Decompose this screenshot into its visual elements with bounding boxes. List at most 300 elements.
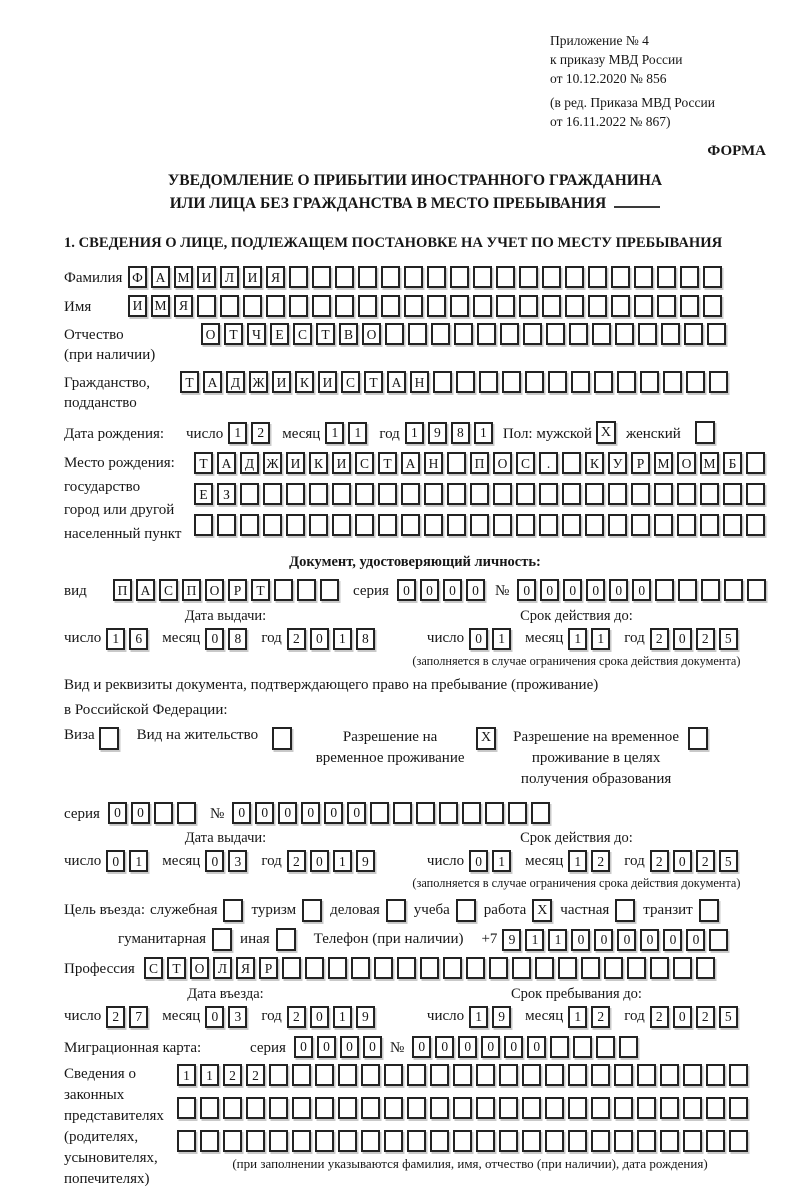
char-cell[interactable] [655,579,674,601]
char-cell[interactable] [269,1097,288,1119]
char-cell[interactable] [608,483,627,505]
char-cell[interactable] [729,1097,748,1119]
char-cell[interactable] [240,483,259,505]
char-cell[interactable]: 0 [435,1036,454,1058]
purpose-business-checkbox[interactable] [386,899,406,922]
char-cell[interactable] [508,802,527,824]
char-cell[interactable] [724,579,743,601]
char-cell[interactable] [512,957,531,979]
char-cell[interactable]: 0 [310,850,329,872]
char-cell[interactable]: 0 [673,628,692,650]
char-cell[interactable] [332,514,351,536]
char-cell[interactable] [286,483,305,505]
char-cell[interactable] [320,579,339,601]
char-cell[interactable] [358,295,377,317]
char-cell[interactable] [427,266,446,288]
char-cell[interactable] [454,323,473,345]
char-cell[interactable] [282,957,301,979]
char-cell[interactable] [404,295,423,317]
char-cell[interactable]: 0 [317,1036,336,1058]
char-cell[interactable]: С [159,579,178,601]
char-cell[interactable]: И [128,295,147,317]
char-cell[interactable]: Н [424,452,443,474]
char-cell[interactable] [430,1130,449,1152]
char-cell[interactable] [416,802,435,824]
char-cell[interactable] [393,802,412,824]
char-cell[interactable] [489,957,508,979]
char-cell[interactable] [220,295,239,317]
char-cell[interactable] [614,1097,633,1119]
char-cell[interactable] [355,483,374,505]
purpose-transit-checkbox[interactable] [699,899,719,922]
char-cell[interactable]: 1 [405,422,424,444]
char-cell[interactable] [525,371,544,393]
char-cell[interactable] [588,295,607,317]
char-cell[interactable]: М [151,295,170,317]
purpose-tourism-checkbox[interactable] [302,899,322,922]
char-cell[interactable] [381,295,400,317]
char-cell[interactable]: О [677,452,696,474]
char-cell[interactable] [611,295,630,317]
char-cell[interactable]: А [217,452,236,474]
char-cell[interactable] [565,295,584,317]
char-cell[interactable]: 2 [650,850,669,872]
char-cell[interactable] [678,579,697,601]
char-cell[interactable] [545,1064,564,1086]
char-cell[interactable]: 1 [348,422,367,444]
char-cell[interactable] [401,514,420,536]
char-cell[interactable] [562,483,581,505]
char-cell[interactable]: И [197,266,216,288]
char-cell[interactable] [614,1130,633,1152]
char-cell[interactable] [592,323,611,345]
char-cell[interactable] [240,514,259,536]
char-cell[interactable] [588,266,607,288]
char-cell[interactable] [456,371,475,393]
char-cell[interactable] [571,371,590,393]
char-cell[interactable] [654,483,673,505]
char-cell[interactable] [562,452,581,474]
char-cell[interactable] [709,929,728,951]
char-cell[interactable] [608,514,627,536]
char-cell[interactable] [585,483,604,505]
char-cell[interactable] [470,483,489,505]
char-cell[interactable]: Л [213,957,232,979]
char-cell[interactable] [565,266,584,288]
char-cell[interactable]: И [286,452,305,474]
char-cell[interactable] [297,579,316,601]
char-cell[interactable]: О [205,579,224,601]
char-cell[interactable] [729,1064,748,1086]
char-cell[interactable] [631,514,650,536]
char-cell[interactable]: 8 [451,422,470,444]
char-cell[interactable] [585,514,604,536]
char-cell[interactable]: О [201,323,220,345]
char-cell[interactable]: Е [194,483,213,505]
char-cell[interactable] [591,1130,610,1152]
char-cell[interactable] [657,266,676,288]
char-cell[interactable] [637,1097,656,1119]
char-cell[interactable] [289,295,308,317]
char-cell[interactable] [701,579,720,601]
char-cell[interactable]: 6 [129,628,148,650]
char-cell[interactable] [374,957,393,979]
char-cell[interactable]: 0 [232,802,251,824]
char-cell[interactable] [370,802,389,824]
char-cell[interactable] [634,266,653,288]
char-cell[interactable] [696,957,715,979]
char-cell[interactable] [439,802,458,824]
char-cell[interactable]: 0 [673,850,692,872]
char-cell[interactable]: 1 [568,628,587,650]
char-cell[interactable] [568,1064,587,1086]
char-cell[interactable] [499,1097,518,1119]
char-cell[interactable]: 9 [428,422,447,444]
char-cell[interactable] [723,483,742,505]
char-cell[interactable] [338,1097,357,1119]
purpose-humanitarian-checkbox[interactable] [212,928,232,951]
char-cell[interactable]: 1 [474,422,493,444]
char-cell[interactable]: 0 [673,1006,692,1028]
sex-male-checkbox[interactable]: X [596,421,616,444]
char-cell[interactable] [700,514,719,536]
char-cell[interactable]: 0 [205,850,224,872]
char-cell[interactable] [746,483,765,505]
char-cell[interactable] [535,957,554,979]
char-cell[interactable] [634,295,653,317]
char-cell[interactable]: 0 [458,1036,477,1058]
char-cell[interactable] [223,1097,242,1119]
char-cell[interactable] [430,1097,449,1119]
char-cell[interactable]: 2 [287,850,306,872]
char-cell[interactable]: 2 [696,1006,715,1028]
char-cell[interactable] [706,1064,725,1086]
char-cell[interactable] [569,323,588,345]
char-cell[interactable] [378,514,397,536]
char-cell[interactable] [617,371,636,393]
char-cell[interactable] [476,1130,495,1152]
char-cell[interactable] [473,295,492,317]
char-cell[interactable] [550,1036,569,1058]
char-cell[interactable] [558,957,577,979]
char-cell[interactable] [427,295,446,317]
char-cell[interactable] [519,295,538,317]
char-cell[interactable] [309,483,328,505]
char-cell[interactable] [269,1064,288,1086]
char-cell[interactable]: З [217,483,236,505]
char-cell[interactable] [384,1097,403,1119]
char-cell[interactable]: К [309,452,328,474]
char-cell[interactable] [361,1097,380,1119]
char-cell[interactable]: 2 [696,850,715,872]
char-cell[interactable] [292,1064,311,1086]
char-cell[interactable]: 9 [356,1006,375,1028]
char-cell[interactable] [591,1064,610,1086]
char-cell[interactable]: 1 [492,850,511,872]
sex-female-checkbox[interactable] [695,421,715,444]
char-cell[interactable] [223,1130,242,1152]
char-cell[interactable]: 0 [594,929,613,951]
char-cell[interactable] [657,295,676,317]
char-cell[interactable] [312,266,331,288]
char-cell[interactable] [683,1097,702,1119]
char-cell[interactable]: Л [220,266,239,288]
char-cell[interactable] [673,957,692,979]
char-cell[interactable] [614,1064,633,1086]
char-cell[interactable]: 1 [525,929,544,951]
purpose-other-checkbox[interactable] [276,928,296,951]
char-cell[interactable]: 9 [356,850,375,872]
char-cell[interactable] [493,514,512,536]
char-cell[interactable]: 0 [540,579,559,601]
purpose-work-checkbox[interactable]: X [532,899,552,922]
char-cell[interactable] [706,1130,725,1152]
char-cell[interactable]: 1 [591,628,610,650]
char-cell[interactable] [476,1097,495,1119]
purpose-study-checkbox[interactable] [456,899,476,922]
char-cell[interactable]: 1 [492,628,511,650]
char-cell[interactable] [476,1064,495,1086]
char-cell[interactable]: С [516,452,535,474]
char-cell[interactable] [677,514,696,536]
char-cell[interactable] [661,323,680,345]
char-cell[interactable] [680,295,699,317]
char-cell[interactable] [450,295,469,317]
char-cell[interactable] [243,295,262,317]
char-cell[interactable]: 8 [228,628,247,650]
char-cell[interactable]: А [203,371,222,393]
char-cell[interactable] [522,1097,541,1119]
char-cell[interactable] [638,323,657,345]
char-cell[interactable] [640,371,659,393]
char-cell[interactable] [637,1130,656,1152]
char-cell[interactable]: Р [228,579,247,601]
char-cell[interactable] [200,1097,219,1119]
char-cell[interactable]: Т [224,323,243,345]
char-cell[interactable] [338,1130,357,1152]
char-cell[interactable]: 0 [324,802,343,824]
char-cell[interactable] [496,295,515,317]
char-cell[interactable]: К [295,371,314,393]
char-cell[interactable] [539,514,558,536]
char-cell[interactable]: 1 [568,1006,587,1028]
char-cell[interactable]: 0 [504,1036,523,1058]
char-cell[interactable] [269,1130,288,1152]
char-cell[interactable]: 9 [492,1006,511,1028]
char-cell[interactable] [746,514,765,536]
char-cell[interactable] [562,514,581,536]
char-cell[interactable] [493,483,512,505]
char-cell[interactable] [431,323,450,345]
char-cell[interactable]: 9 [502,929,521,951]
char-cell[interactable]: 1 [548,929,567,951]
char-cell[interactable] [424,514,443,536]
char-cell[interactable] [522,1130,541,1152]
char-cell[interactable]: Я [174,295,193,317]
char-cell[interactable]: 0 [517,579,536,601]
char-cell[interactable]: Т [316,323,335,345]
char-cell[interactable] [545,1097,564,1119]
char-cell[interactable]: 0 [443,579,462,601]
char-cell[interactable]: 0 [469,850,488,872]
char-cell[interactable]: 2 [287,628,306,650]
char-cell[interactable] [591,1097,610,1119]
char-cell[interactable] [312,295,331,317]
char-cell[interactable]: 1 [469,1006,488,1028]
char-cell[interactable]: И [332,452,351,474]
char-cell[interactable]: Ч [247,323,266,345]
char-cell[interactable]: 0 [278,802,297,824]
char-cell[interactable]: О [362,323,381,345]
char-cell[interactable]: С [341,371,360,393]
char-cell[interactable]: 0 [609,579,628,601]
purpose-official-checkbox[interactable] [223,899,243,922]
purpose-private-checkbox[interactable] [615,899,635,922]
char-cell[interactable] [433,371,452,393]
char-cell[interactable] [453,1130,472,1152]
char-cell[interactable] [217,514,236,536]
char-cell[interactable] [335,295,354,317]
char-cell[interactable] [619,1036,638,1058]
char-cell[interactable] [706,1097,725,1119]
char-cell[interactable] [539,483,558,505]
char-cell[interactable]: 0 [310,1006,329,1028]
char-cell[interactable] [443,957,462,979]
char-cell[interactable]: А [387,371,406,393]
char-cell[interactable] [654,514,673,536]
char-cell[interactable]: 2 [106,1006,125,1028]
char-cell[interactable]: Т [167,957,186,979]
char-cell[interactable]: Д [226,371,245,393]
char-cell[interactable]: 0 [294,1036,313,1058]
char-cell[interactable] [332,483,351,505]
char-cell[interactable]: А [151,266,170,288]
char-cell[interactable] [650,957,669,979]
char-cell[interactable] [479,371,498,393]
char-cell[interactable] [315,1097,334,1119]
char-cell[interactable] [450,266,469,288]
char-cell[interactable] [385,323,404,345]
char-cell[interactable]: 0 [412,1036,431,1058]
char-cell[interactable]: 0 [340,1036,359,1058]
char-cell[interactable] [266,295,285,317]
char-cell[interactable] [430,1064,449,1086]
char-cell[interactable]: 0 [481,1036,500,1058]
char-cell[interactable] [420,957,439,979]
char-cell[interactable]: 7 [129,1006,148,1028]
char-cell[interactable]: 0 [310,628,329,650]
char-cell[interactable]: 0 [469,628,488,650]
char-cell[interactable]: Б [723,452,742,474]
char-cell[interactable] [246,1097,265,1119]
char-cell[interactable] [683,1064,702,1086]
char-cell[interactable] [703,266,722,288]
char-cell[interactable]: 1 [129,850,148,872]
char-cell[interactable] [407,1130,426,1152]
char-cell[interactable] [703,295,722,317]
char-cell[interactable]: С [144,957,163,979]
char-cell[interactable] [286,514,305,536]
char-cell[interactable]: И [243,266,262,288]
char-cell[interactable]: 2 [287,1006,306,1028]
char-cell[interactable] [358,266,377,288]
char-cell[interactable]: 5 [719,628,738,650]
char-cell[interactable] [660,1130,679,1152]
char-cell[interactable] [274,579,293,601]
char-cell[interactable] [384,1130,403,1152]
char-cell[interactable]: О [493,452,512,474]
char-cell[interactable]: Ж [263,452,282,474]
char-cell[interactable] [746,452,765,474]
char-cell[interactable] [680,266,699,288]
char-cell[interactable]: 0 [571,929,590,951]
char-cell[interactable]: 0 [586,579,605,601]
char-cell[interactable]: 8 [356,628,375,650]
char-cell[interactable]: А [401,452,420,474]
char-cell[interactable] [516,514,535,536]
char-cell[interactable] [683,1130,702,1152]
char-cell[interactable] [637,1064,656,1086]
char-cell[interactable] [568,1097,587,1119]
char-cell[interactable]: М [654,452,673,474]
char-cell[interactable] [660,1097,679,1119]
char-cell[interactable] [707,323,726,345]
char-cell[interactable] [499,1130,518,1152]
char-cell[interactable] [499,1064,518,1086]
char-cell[interactable] [596,1036,615,1058]
char-cell[interactable]: К [585,452,604,474]
char-cell[interactable] [627,957,646,979]
char-cell[interactable]: 0 [205,1006,224,1028]
char-cell[interactable] [631,483,650,505]
char-cell[interactable] [328,957,347,979]
char-cell[interactable] [401,483,420,505]
char-cell[interactable]: 2 [696,628,715,650]
char-cell[interactable]: Т [378,452,397,474]
char-cell[interactable] [263,483,282,505]
char-cell[interactable] [502,371,521,393]
char-cell[interactable]: 0 [563,579,582,601]
char-cell[interactable] [519,266,538,288]
char-cell[interactable] [660,1064,679,1086]
char-cell[interactable] [747,579,766,601]
char-cell[interactable]: И [318,371,337,393]
char-cell[interactable] [466,957,485,979]
char-cell[interactable]: 2 [591,1006,610,1028]
char-cell[interactable] [677,483,696,505]
char-cell[interactable]: С [355,452,374,474]
char-cell[interactable] [485,802,504,824]
char-cell[interactable] [477,323,496,345]
char-cell[interactable]: 0 [632,579,651,601]
char-cell[interactable]: 1 [333,628,352,650]
char-cell[interactable]: С [293,323,312,345]
char-cell[interactable]: 1 [177,1064,196,1086]
char-cell[interactable]: 2 [251,422,270,444]
char-cell[interactable]: 0 [255,802,274,824]
char-cell[interactable] [686,371,705,393]
char-cell[interactable] [615,323,634,345]
char-cell[interactable] [546,323,565,345]
char-cell[interactable] [453,1097,472,1119]
char-cell[interactable]: 2 [650,1006,669,1028]
char-cell[interactable] [516,483,535,505]
char-cell[interactable] [407,1064,426,1086]
char-cell[interactable] [361,1064,380,1086]
char-cell[interactable] [289,266,308,288]
char-cell[interactable]: Ж [249,371,268,393]
char-cell[interactable] [729,1130,748,1152]
